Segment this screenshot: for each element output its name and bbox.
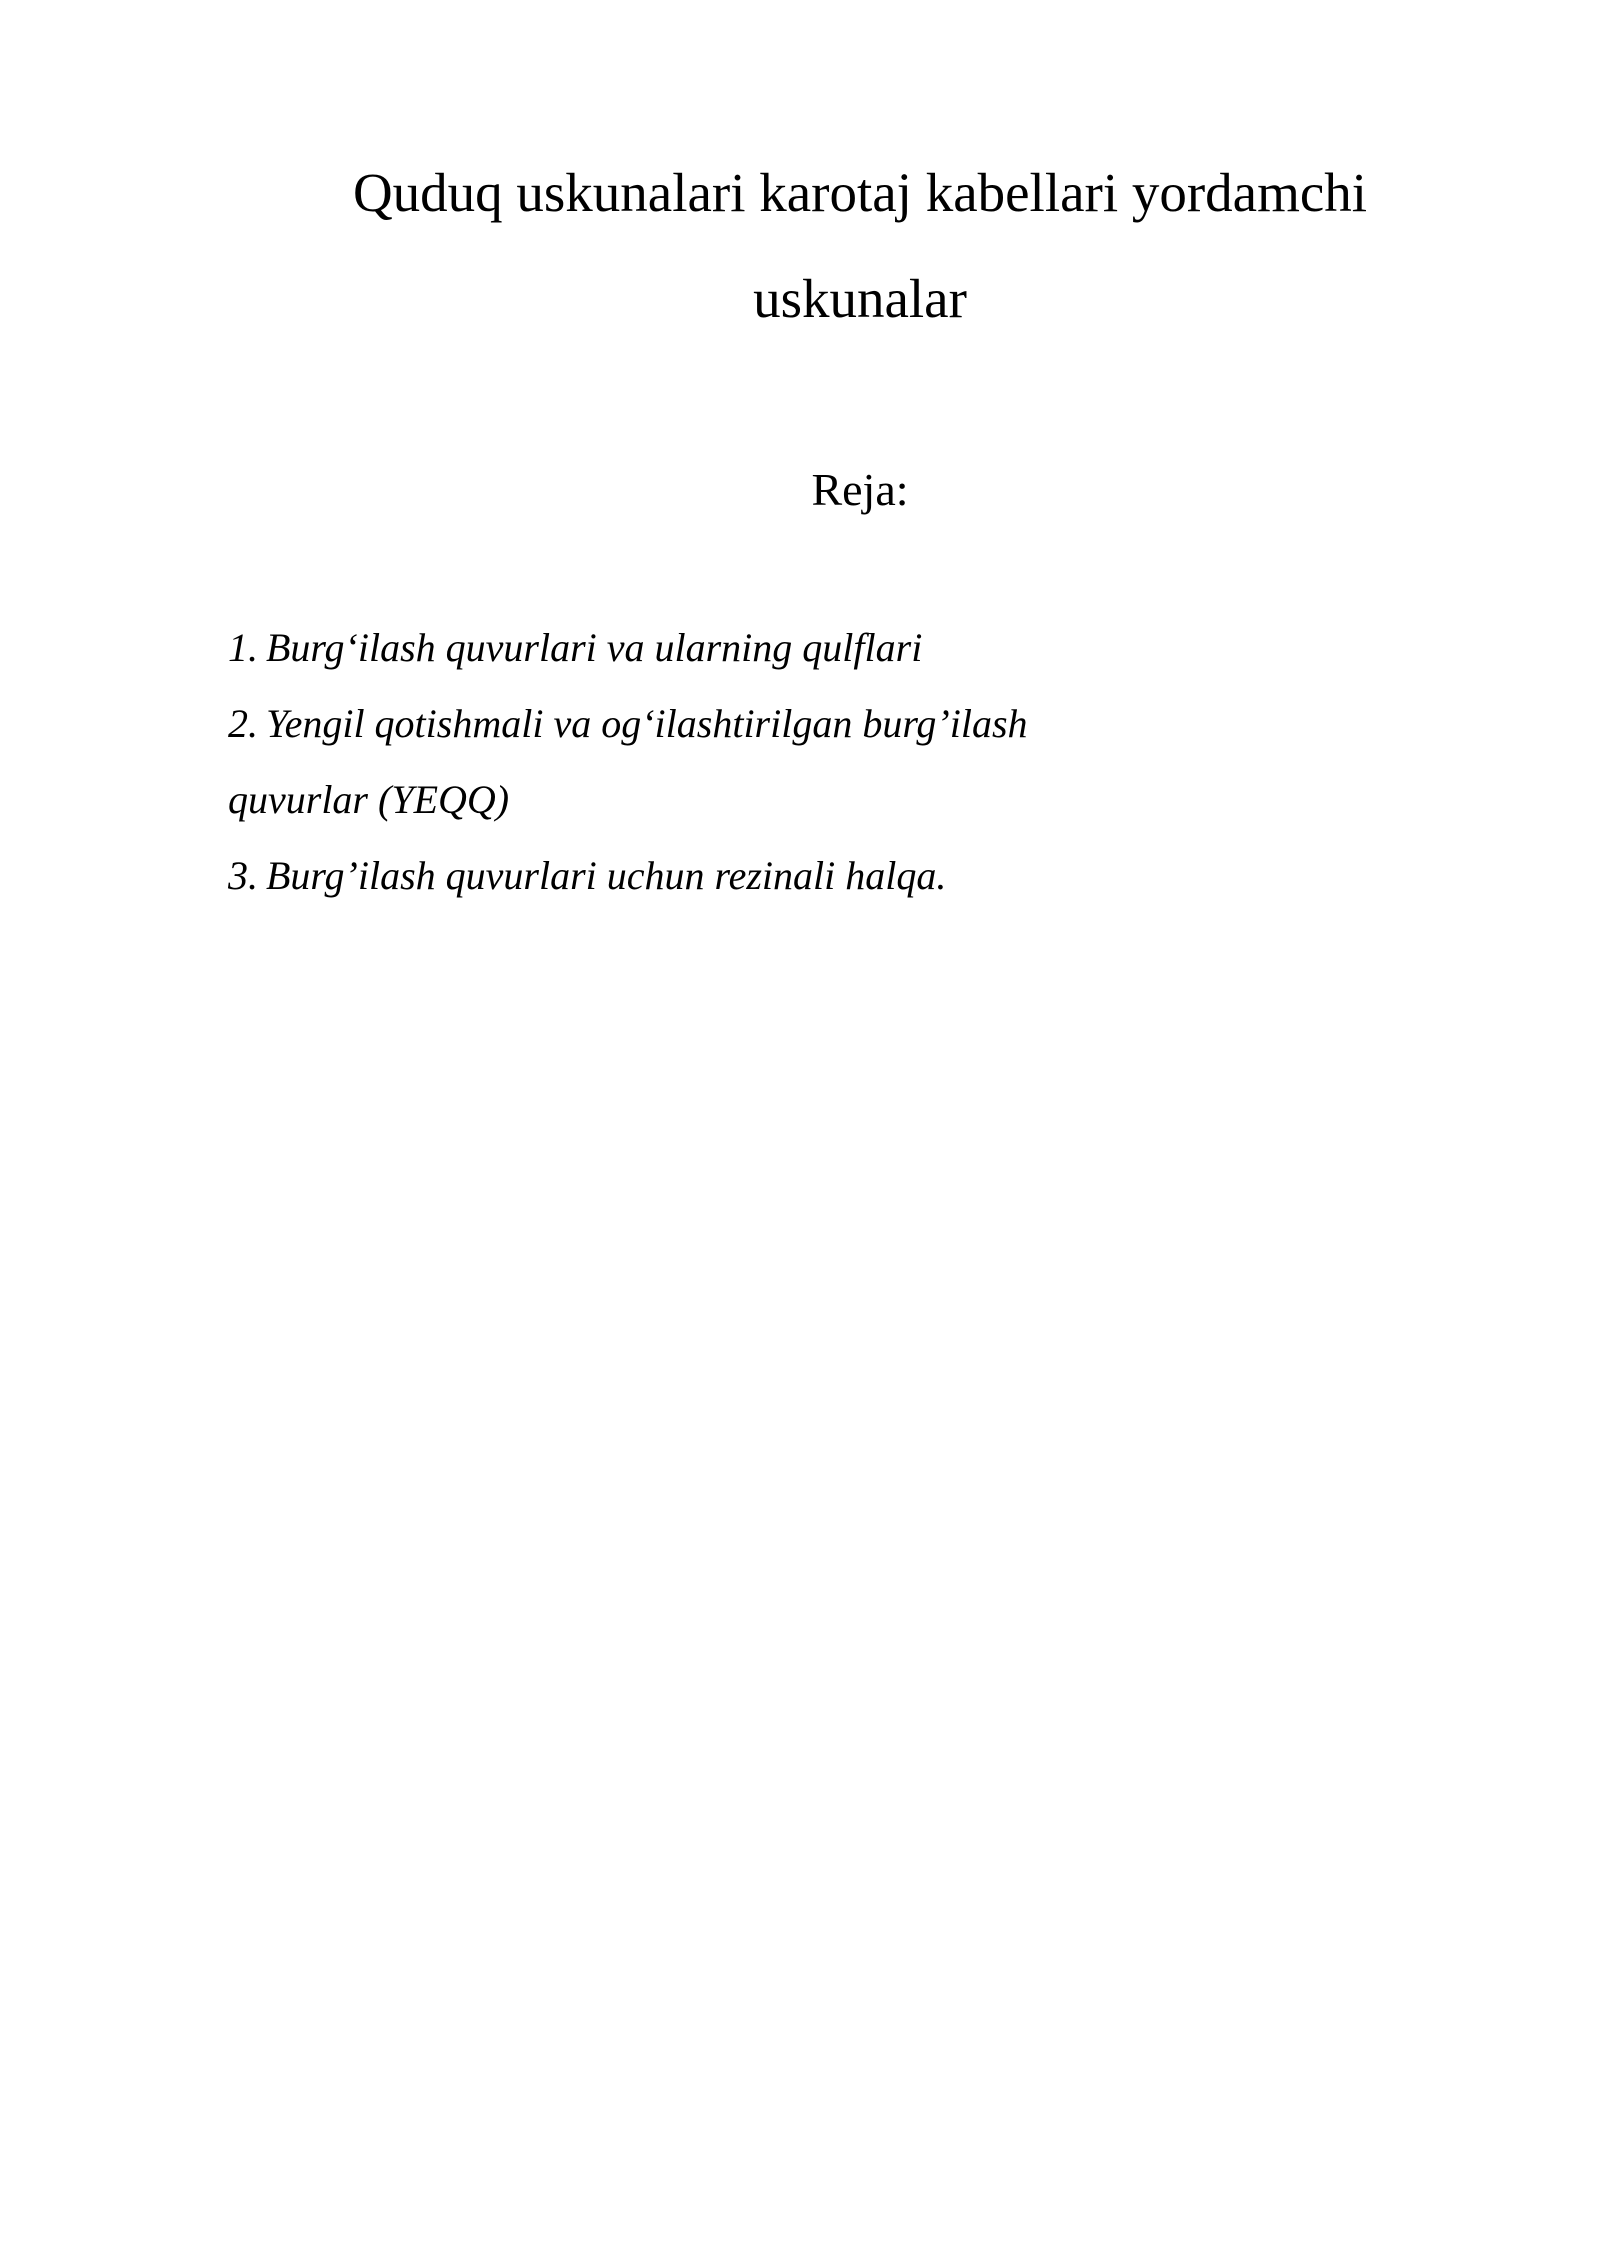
plan-item-text: Yengil qotishmali va og‘ilashtirilgan burg’ilash — [266, 701, 1028, 746]
plan-item — [228, 610, 1428, 686]
plan-item — [228, 686, 1428, 762]
plan-item-text: Burg‘ilash quvurlari va ularning qulflari — [266, 625, 923, 670]
document-title: Quduq uskunalari karotaj kabellari yordamchi uskunalar — [352, 162, 1368, 329]
plan-item — [228, 838, 1428, 914]
plan-heading: Reja: — [811, 464, 909, 515]
plan-item-continuation — [228, 762, 1428, 838]
plan-item-number: 3. — [228, 853, 258, 898]
plan-item-number: 2. — [228, 701, 258, 746]
plan-item-text: quvurlar (YEQQ) — [228, 777, 510, 822]
plan-list — [228, 610, 1428, 914]
plan-item-text: Burg’ilash quvurlari uchun rezinali halqa. — [266, 853, 947, 898]
plan-item-number: 1. — [228, 625, 258, 670]
